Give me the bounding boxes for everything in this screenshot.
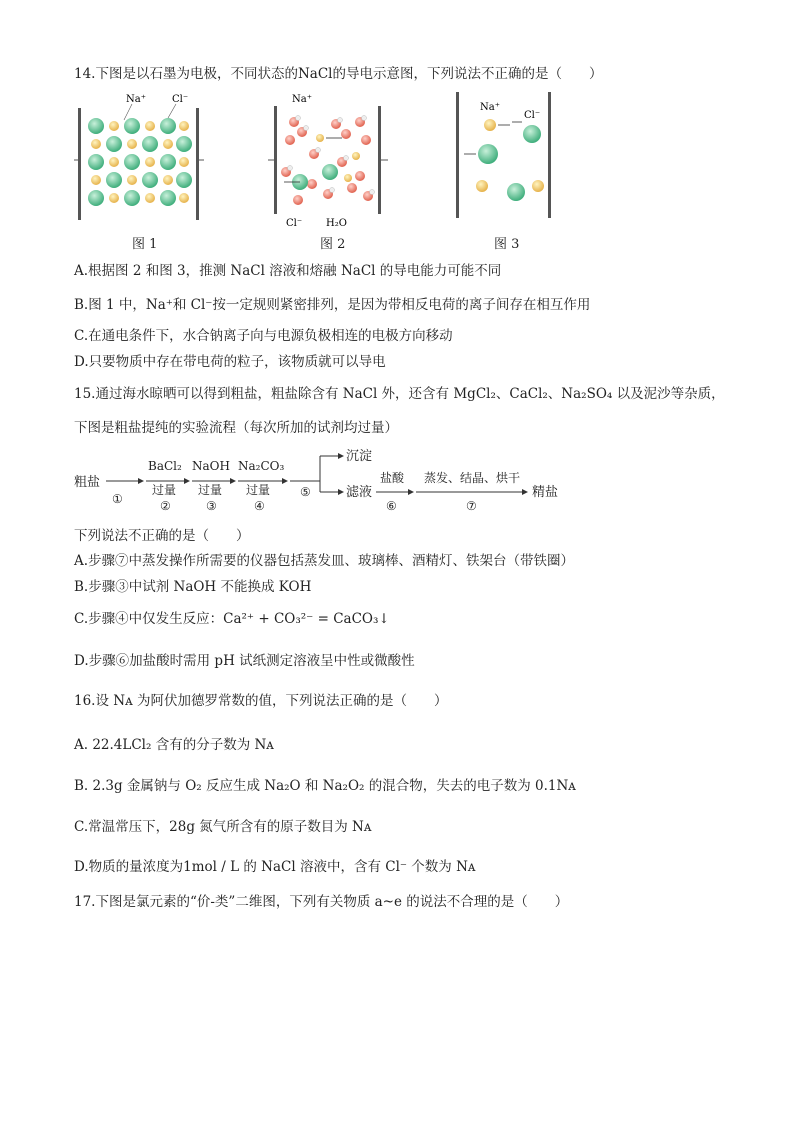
q17-stem: 17.下图是氯元素的“价-类”二维图，下列有关物质 a~e 的说法不合理的是（ ） bbox=[74, 894, 569, 910]
q15-stem-line1: 15.通过海水晾晒可以得到粗盐，粗盐除含有 NaCl 外，还含有 MgCl₂、CaCl₂、Na₂SO₄ 以及泥沙等杂质， bbox=[74, 386, 725, 402]
flow-step-5: ⑤ bbox=[300, 485, 311, 499]
flow-filtrate: 滤液 bbox=[346, 485, 373, 500]
figure-2-solution bbox=[268, 92, 398, 232]
q14-option-c: C.在通电条件下，水合钠离子向与电源负极相连的电极方向移动 bbox=[74, 328, 453, 344]
caption-figure-3: 图 3 bbox=[494, 237, 520, 252]
fig3-na-label: Na⁺ bbox=[480, 102, 500, 113]
flow-reagent-2-excess: 过量 bbox=[152, 483, 177, 497]
flow-end: 精盐 bbox=[532, 485, 559, 500]
q15-option-d: D.步骤⑥加盐酸时需用 pH 试纸测定溶液呈中性或微酸性 bbox=[74, 653, 415, 669]
q16-option-b: B. 2.3g 金属钠与 O₂ 反应生成 Na₂O 和 Na₂O₂ 的混合物，失去的电子数为 0.1Nᴀ bbox=[74, 778, 576, 794]
flow-reagent-4-excess: 过量 bbox=[246, 483, 271, 497]
q15-stem-line2: 下图是粗盐提纯的实验流程（每次所加的试剂均过量） bbox=[74, 420, 398, 436]
fig1-na-label: Na⁺ bbox=[126, 94, 146, 105]
flow-precipitate: 沉淀 bbox=[346, 449, 373, 464]
fig1-cl-label: Cl⁻ bbox=[172, 94, 189, 105]
flow-step-1: ① bbox=[112, 492, 123, 506]
flow-reagent-6: 盐酸 bbox=[380, 471, 405, 485]
q14-stem: 14.下图是以石墨为电极，不同状态的NaCl的导电示意图，下列说法不正确的是（ ） bbox=[74, 66, 603, 82]
flow-reagent-7: 蒸发、结晶、烘干 bbox=[424, 471, 521, 485]
caption-figure-1: 图 1 bbox=[132, 237, 158, 252]
figure-3-molten bbox=[452, 88, 567, 228]
q15-option-a: A.步骤⑦中蒸发操作所需要的仪器包括蒸发皿、玻璃棒、酒精灯、铁架台（带铁圈） bbox=[74, 553, 575, 569]
flow-step-7: ⑦ bbox=[466, 499, 477, 513]
flow-step-6: ⑥ bbox=[386, 499, 397, 513]
flow-reagent-4: Na₂CO₃ bbox=[238, 459, 285, 473]
flow-start: 粗盐 bbox=[74, 475, 101, 490]
q16-option-c: C.常温常压下，28g 氮气所含有的原子数目为 Nᴀ bbox=[74, 819, 372, 835]
caption-figure-2: 图 2 bbox=[320, 237, 346, 252]
q16-stem: 16.设 Nᴀ 为阿伏加德罗常数的值，下列说法正确的是（ ） bbox=[74, 693, 448, 709]
q15-option-b: B.步骤③中试剂 NaOH 不能换成 KOH bbox=[74, 579, 312, 595]
fig2-cl-label: Cl⁻ bbox=[286, 218, 303, 229]
flow-reagent-3: NaOH bbox=[192, 459, 230, 473]
flow-reagent-2: BaCl₂ bbox=[148, 459, 182, 473]
q16-option-d: D.物质的量浓度为1mol / L 的 NaCl 溶液中，含有 Cl⁻ 个数为 Nᴀ bbox=[74, 859, 476, 875]
q14-option-b: B.图 1 中，Na⁺和 Cl⁻按一定规则紧密排列，是因为带相反电荷的离子间存在相互作用 bbox=[74, 297, 591, 313]
q15-flow-diagram bbox=[74, 448, 594, 518]
flow-step-4: ④ bbox=[254, 499, 265, 513]
q14-option-a: A.根据图 2 和图 3，推测 NaCl 溶液和熔融 NaCl 的导电能力可能不同 bbox=[74, 263, 502, 279]
fig3-cl-label: Cl⁻ bbox=[524, 110, 541, 121]
fig2-h2o-label: H₂O bbox=[326, 218, 347, 229]
flow-step-2: ② bbox=[160, 499, 171, 513]
q16-option-a: A. 22.4LCl₂ 含有的分子数为 Nᴀ bbox=[74, 737, 274, 753]
q14-option-d: D.只要物质中存在带电荷的粒子，该物质就可以导电 bbox=[74, 354, 386, 370]
fig2-na-label: Na⁺ bbox=[292, 94, 312, 105]
q15-ask: 下列说法不正确的是（ ） bbox=[74, 528, 250, 544]
flow-step-3: ③ bbox=[206, 499, 217, 513]
q15-option-c: C.步骤④中仅发生反应：Ca²⁺ + CO₃²⁻ = CaCO₃↓ bbox=[74, 611, 390, 627]
figure-1-crystal bbox=[74, 90, 214, 225]
flow-reagent-3-excess: 过量 bbox=[198, 483, 223, 497]
